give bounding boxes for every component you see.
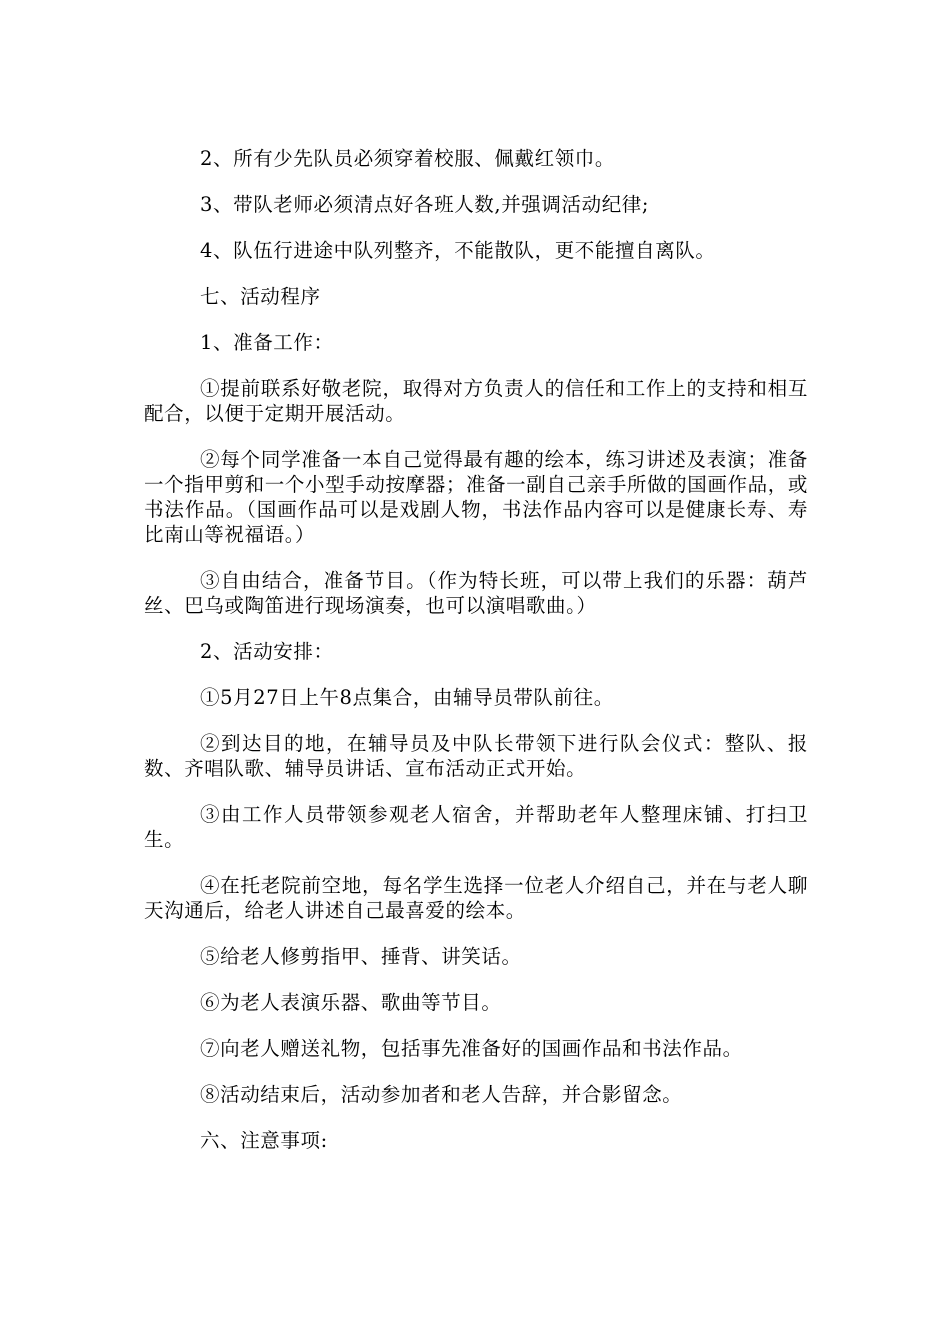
paragraph-rule-2: 2、所有少先队员必须穿着校服、佩戴红领巾。 [200, 147, 616, 170]
prep-item-2: ②每个同学准备一本自己觉得最有趣的绘本，练习讲述及表演；准备一个指甲剪和一个小型手动按摩器；准备一副自己亲手所做的国画作品，或书法作品。（国画作品可以是戏剧人物，书法作品内容可以是健康长寿、寿比南山等祝福语。） [144, 448, 808, 546]
document-body [144, 146, 808, 1174]
prep-item-1: ①提前联系好敬老院，取得对方负责人的信任和工作上的支持和相互配合，以便于定期开展活动。 [144, 377, 808, 425]
arrangement-item-7: ⑦向老人赠送礼物，包括事先准备好的国画作品和书法作品。 [200, 1037, 743, 1060]
subheading-arrangement: 2、活动安排： [200, 640, 334, 663]
arrangement-item-6: ⑥为老人表演乐器、歌曲等节目。 [200, 991, 502, 1014]
arrangement-item-4: ④在托老院前空地，每名学生选择一位老人介绍自己，并在与老人聊天沟通后，给老人讲述自己最喜爱的绘本。 [144, 874, 808, 922]
section-heading-notes: 六、注意事项: [200, 1129, 328, 1152]
arrangement-item-3: ③由工作人员带领参观老人宿舍，并帮助老年人整理床铺、打扫卫生。 [144, 803, 808, 851]
prep-item-3: ③自由结合，准备节目。（作为特长班，可以带上我们的乐器：葫芦丝、巴乌或陶笛进行现场演奏，也可以演唱歌曲。） [144, 569, 808, 617]
subheading-preparation: 1、准备工作： [200, 331, 334, 354]
arrangement-item-5: ⑤给老人修剪指甲、捶背、讲笑话。 [200, 945, 522, 968]
paragraph-rule-4: 4、队伍行进途中队列整齐，不能散队，更不能擅自离队。 [200, 239, 716, 262]
paragraph-rule-3: 3、带队老师必须清点好各班人数,并强调活动纪律; [200, 193, 650, 216]
arrangement-item-8: ⑧活动结束后，活动参加者和老人告辞，并合影留念。 [200, 1083, 683, 1106]
arrangement-item-1: ①5月27日上午8点集合，由辅导员带队前往。 [200, 686, 614, 709]
section-heading-procedure: 七、活动程序 [200, 285, 321, 308]
arrangement-item-2: ②到达目的地，在辅导员及中队长带领下进行队会仪式：整队、报数、齐唱队歌、辅导员讲话、宣布活动正式开始。 [144, 732, 808, 780]
